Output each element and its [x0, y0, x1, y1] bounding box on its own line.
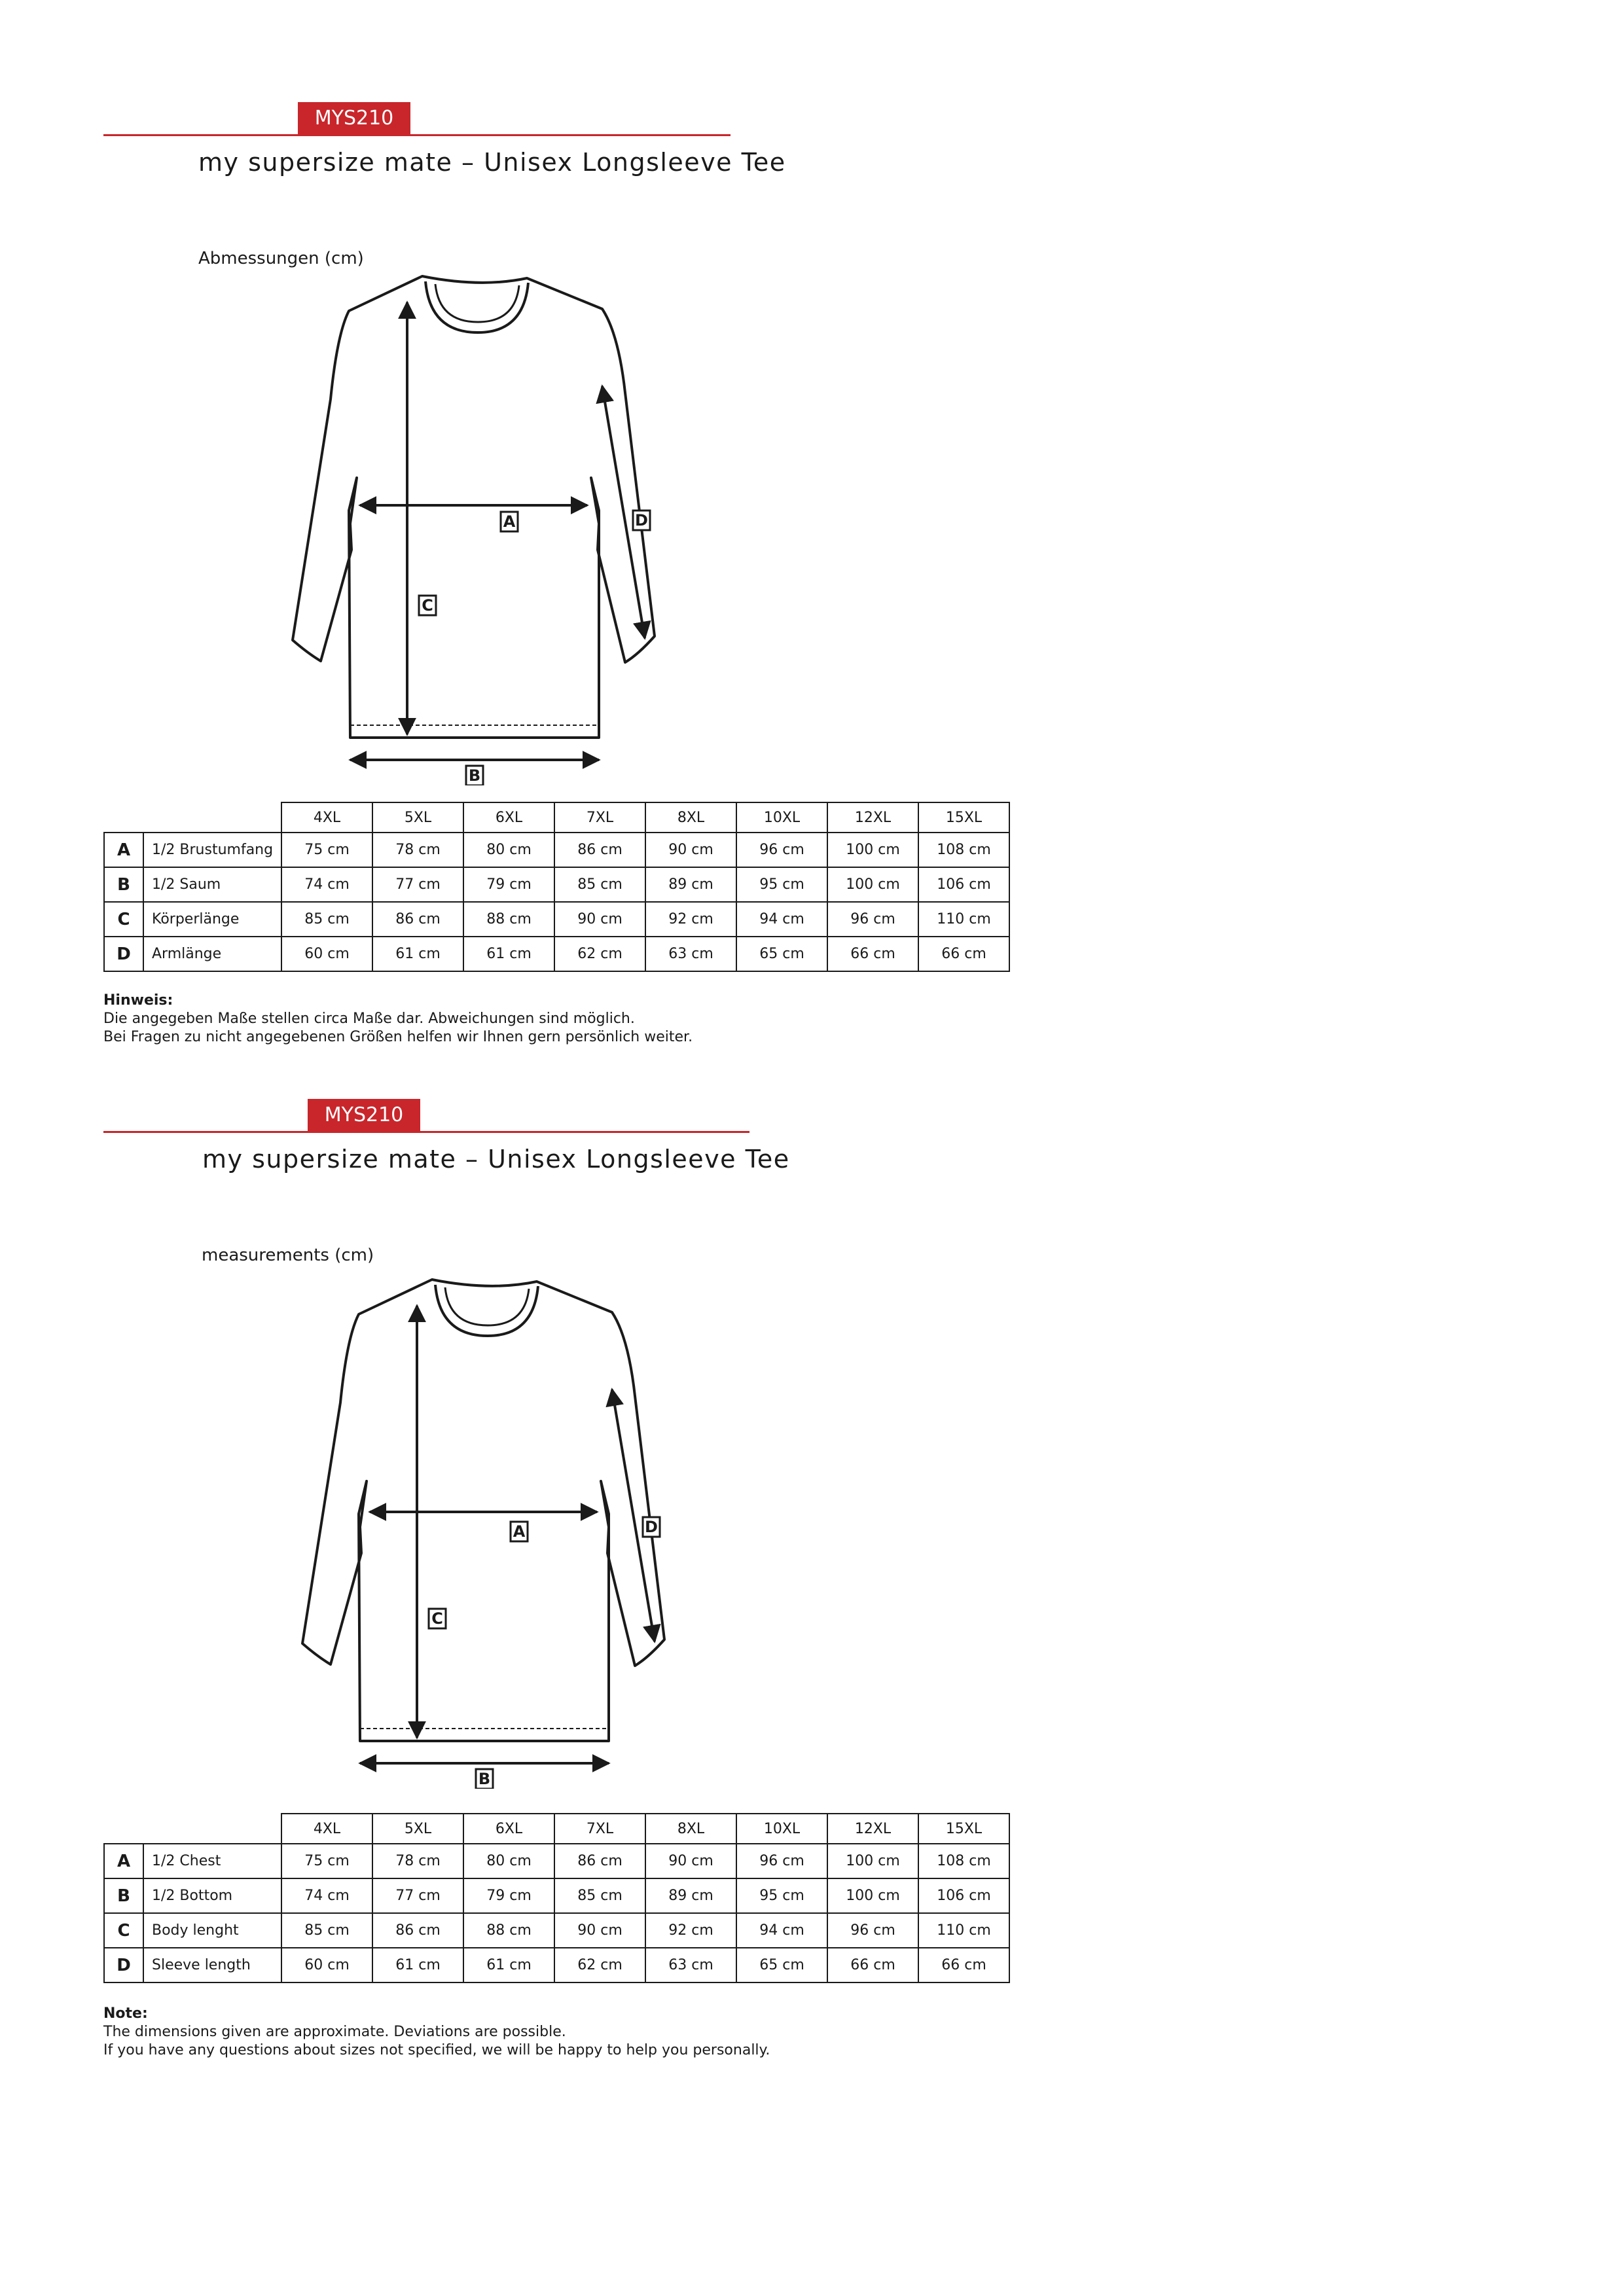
size-table	[103, 1813, 1010, 1983]
size-header: 7XL	[554, 802, 645, 833]
row-name: 1/2 Saum	[143, 867, 281, 902]
row-name: Body lenght	[143, 1913, 281, 1948]
cell: 85 cm	[554, 1878, 645, 1913]
table-row	[104, 1913, 1009, 1948]
cell: 79 cm	[463, 1878, 554, 1913]
row-name: 1/2 Bottom	[143, 1878, 281, 1913]
size-header: 15XL	[918, 802, 1009, 833]
cell: 100 cm	[827, 1844, 918, 1878]
row-name: Sleeve length	[143, 1948, 281, 1982]
product-title: my supersize mate – Unisex Longsleeve Tee	[202, 1145, 790, 1174]
cell: 108 cm	[918, 833, 1009, 867]
table-row	[104, 833, 1009, 867]
table-row	[104, 1878, 1009, 1913]
size-header: 7XL	[554, 1814, 645, 1844]
size-chart-german	[0, 0, 1624, 1045]
row-name: Armlänge	[143, 937, 281, 971]
cell: 94 cm	[736, 1913, 827, 1948]
size-header: 10XL	[736, 802, 827, 833]
cell: 85 cm	[554, 867, 645, 902]
cell: 75 cm	[281, 833, 372, 867]
cell: 66 cm	[827, 1948, 918, 1982]
cell: 86 cm	[372, 902, 463, 937]
row-letter: C	[104, 1913, 143, 1948]
table-row	[104, 1948, 1009, 1982]
cell: 96 cm	[827, 902, 918, 937]
row-letter: B	[104, 1878, 143, 1913]
header-divider	[103, 134, 731, 136]
size-header: 15XL	[918, 1814, 1009, 1844]
cell: 61 cm	[372, 937, 463, 971]
cell: 108 cm	[918, 1844, 1009, 1878]
cell: 92 cm	[645, 902, 736, 937]
cell: 62 cm	[554, 937, 645, 971]
marker-d: D	[635, 511, 648, 529]
cell: 88 cm	[463, 902, 554, 937]
cell: 90 cm	[554, 902, 645, 937]
cell: 96 cm	[736, 1844, 827, 1878]
cell: 96 cm	[827, 1913, 918, 1948]
row-name: 1/2 Chest	[143, 1844, 281, 1878]
shirt-outline	[302, 1280, 664, 1741]
size-header: 5XL	[372, 1814, 463, 1844]
cell: 77 cm	[372, 867, 463, 902]
cell: 66 cm	[918, 937, 1009, 971]
cell: 95 cm	[736, 1878, 827, 1913]
size-header: 4XL	[281, 1814, 372, 1844]
cell: 62 cm	[554, 1948, 645, 1982]
marker-b: B	[478, 1770, 491, 1788]
cell: 79 cm	[463, 867, 554, 902]
measurements-label: Abmessungen (cm)	[198, 249, 364, 268]
cell: 78 cm	[372, 833, 463, 867]
note-line: If you have any questions about sizes not specified, we will be happy to help you personally.	[103, 2042, 770, 2058]
cell: 75 cm	[281, 1844, 372, 1878]
cell: 89 cm	[645, 867, 736, 902]
table-row	[104, 902, 1009, 937]
cell: 74 cm	[281, 1878, 372, 1913]
cell: 86 cm	[554, 833, 645, 867]
note-block	[103, 2005, 770, 2060]
size-header-row	[104, 1814, 1009, 1844]
cell: 60 cm	[281, 1948, 372, 1982]
row-letter: A	[104, 833, 143, 867]
size-header: 8XL	[645, 802, 736, 833]
header-divider	[103, 1131, 749, 1133]
cell: 106 cm	[918, 1878, 1009, 1913]
cell: 106 cm	[918, 867, 1009, 902]
size-header: 8XL	[645, 1814, 736, 1844]
cell: 80 cm	[463, 1844, 554, 1878]
row-letter: C	[104, 902, 143, 937]
cell: 61 cm	[463, 937, 554, 971]
product-code-badge: MYS210	[308, 1099, 420, 1132]
cell: 63 cm	[645, 1948, 736, 1982]
product-title: my supersize mate – Unisex Longsleeve Tee	[198, 148, 786, 177]
note-line: The dimensions given are approximate. Deviations are possible.	[103, 2024, 566, 2040]
cell: 77 cm	[372, 1878, 463, 1913]
table-row	[104, 1844, 1009, 1878]
cell: 96 cm	[736, 833, 827, 867]
table-row	[104, 867, 1009, 902]
size-chart-english	[0, 997, 1624, 2058]
note-line: Bei Fragen zu nicht angegebenen Größen helfen wir Ihnen gern persönlich weiter.	[103, 1029, 693, 1045]
note-line: Die angegeben Maße stellen circa Maße dar. Abweichungen sind möglich.	[103, 1011, 635, 1027]
cell: 85 cm	[281, 902, 372, 937]
table-row	[104, 937, 1009, 971]
longsleeve-tee-diagram	[245, 262, 717, 785]
size-header: 12XL	[827, 1814, 918, 1844]
size-header: 4XL	[281, 802, 372, 833]
cell: 100 cm	[827, 1878, 918, 1913]
marker-a: A	[513, 1522, 526, 1541]
size-header: 10XL	[736, 1814, 827, 1844]
row-letter: A	[104, 1844, 143, 1878]
cell: 60 cm	[281, 937, 372, 971]
marker-c: C	[422, 596, 433, 615]
cell: 78 cm	[372, 1844, 463, 1878]
marker-d: D	[645, 1518, 658, 1536]
marker-b: B	[468, 766, 481, 785]
size-header: 6XL	[463, 1814, 554, 1844]
note-title: Hinweis:	[103, 992, 173, 1009]
row-name: Körperlänge	[143, 902, 281, 937]
row-name: 1/2 Brustumfang	[143, 833, 281, 867]
cell: 90 cm	[554, 1913, 645, 1948]
size-header: 5XL	[372, 802, 463, 833]
cell: 85 cm	[281, 1913, 372, 1948]
cell: 61 cm	[463, 1948, 554, 1982]
cell: 80 cm	[463, 833, 554, 867]
cell: 95 cm	[736, 867, 827, 902]
cell: 88 cm	[463, 1913, 554, 1948]
cell: 100 cm	[827, 833, 918, 867]
cell: 90 cm	[645, 833, 736, 867]
cell: 65 cm	[736, 937, 827, 971]
size-header: 12XL	[827, 802, 918, 833]
note-title: Note:	[103, 2005, 148, 2022]
cell: 110 cm	[918, 1913, 1009, 1948]
marker-a: A	[503, 512, 516, 531]
cell: 110 cm	[918, 902, 1009, 937]
marker-c: C	[431, 1609, 443, 1628]
cell: 66 cm	[827, 937, 918, 971]
cell: 86 cm	[372, 1913, 463, 1948]
cell: 89 cm	[645, 1878, 736, 1913]
cell: 90 cm	[645, 1844, 736, 1878]
cell: 86 cm	[554, 1844, 645, 1878]
cell: 63 cm	[645, 937, 736, 971]
cell: 94 cm	[736, 902, 827, 937]
row-letter: D	[104, 1948, 143, 1982]
product-code-badge: MYS210	[298, 102, 410, 135]
shirt-outline	[293, 276, 655, 738]
size-header-row	[104, 802, 1009, 833]
cell: 100 cm	[827, 867, 918, 902]
size-table	[103, 802, 1010, 972]
row-letter: D	[104, 937, 143, 971]
cell: 92 cm	[645, 1913, 736, 1948]
cell: 74 cm	[281, 867, 372, 902]
size-header: 6XL	[463, 802, 554, 833]
cell: 61 cm	[372, 1948, 463, 1982]
longsleeve-tee-diagram	[245, 1265, 717, 1789]
row-letter: B	[104, 867, 143, 902]
measurements-label: measurements (cm)	[202, 1246, 374, 1265]
cell: 66 cm	[918, 1948, 1009, 1982]
cell: 65 cm	[736, 1948, 827, 1982]
